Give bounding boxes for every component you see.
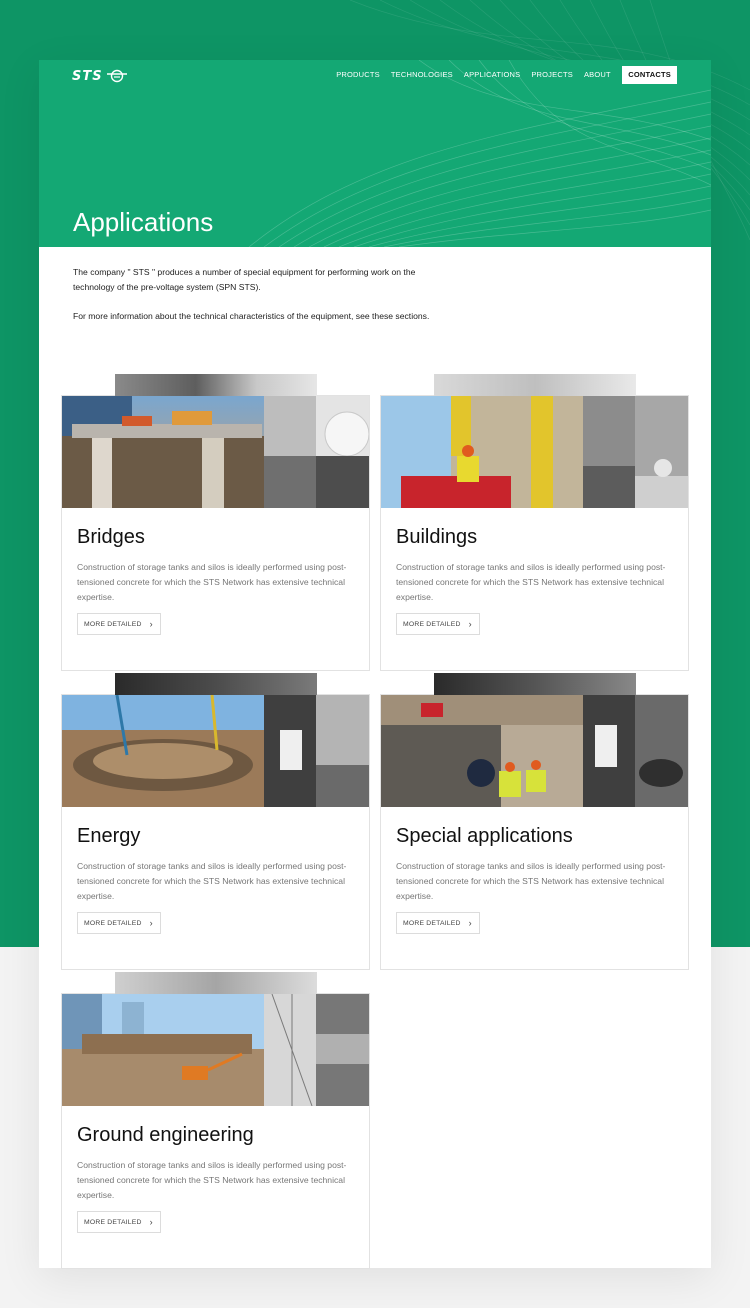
card-title: Special applications bbox=[396, 825, 573, 847]
more-detailed-label: MORE DETAILED bbox=[403, 620, 461, 628]
more-detailed-button[interactable] bbox=[396, 613, 480, 635]
card-photo-buildings bbox=[381, 396, 688, 508]
card-photo-ground-engineering bbox=[62, 994, 369, 1106]
card-description: Construction of storage tanks and silos is ideally performed using post-tensioned concrete for which the STS Network has extensive technical expertise. bbox=[396, 861, 666, 901]
hero-banner bbox=[39, 60, 711, 247]
more-detailed-label: MORE DETAILED bbox=[84, 1218, 142, 1226]
card-photo-strip bbox=[115, 972, 317, 994]
card-title: Ground engineering bbox=[77, 1124, 254, 1146]
logo[interactable] bbox=[72, 68, 127, 84]
chevron-right-icon: › bbox=[149, 619, 153, 629]
card-photo-special-applications bbox=[381, 695, 688, 807]
more-detailed-label: MORE DETAILED bbox=[84, 919, 142, 927]
page-title: Applications bbox=[73, 207, 214, 237]
nav-about[interactable]: ABOUT bbox=[583, 70, 611, 79]
more-detailed-label: MORE DETAILED bbox=[84, 620, 142, 628]
more-detailed-label: MORE DETAILED bbox=[403, 919, 461, 927]
card-title: Bridges bbox=[77, 526, 145, 548]
nav-projects[interactable]: PROJECTS bbox=[531, 70, 573, 79]
main-nav bbox=[331, 66, 677, 84]
nav-technologies[interactable]: TECHNOLOGIES bbox=[390, 70, 453, 79]
chevron-right-icon: › bbox=[149, 918, 153, 928]
card-photo-strip bbox=[434, 673, 636, 695]
chevron-right-icon: › bbox=[149, 1217, 153, 1227]
more-detailed-button[interactable] bbox=[77, 613, 161, 635]
card-title: Buildings bbox=[396, 526, 478, 548]
intro-text bbox=[73, 265, 433, 324]
card-buildings bbox=[380, 395, 689, 671]
card-description: Construction of storage tanks and silos is ideally performed using post-tensioned concrete for which the STS Network has extensive technical expertise. bbox=[396, 562, 666, 602]
nav-contacts-button[interactable]: CONTACTS bbox=[622, 66, 677, 84]
more-detailed-button[interactable] bbox=[77, 1211, 161, 1233]
more-detailed-button[interactable] bbox=[77, 912, 161, 934]
card-bridges bbox=[61, 395, 370, 671]
nav-applications[interactable]: APPLICATIONS bbox=[463, 70, 521, 79]
card-photo-strip bbox=[434, 374, 636, 396]
card-photo-strip bbox=[115, 673, 317, 695]
card-description: Construction of storage tanks and silos is ideally performed using post-tensioned concrete for which the STS Network has extensive technical expertise. bbox=[77, 1160, 347, 1200]
card-description: Construction of storage tanks and silos is ideally performed using post-tensioned concrete for which the STS Network has extensive technical expertise. bbox=[77, 861, 347, 901]
card-ground-engineering bbox=[61, 993, 370, 1269]
card-photo-bridges bbox=[62, 396, 369, 508]
card-photo-strip bbox=[115, 374, 317, 396]
nav-products[interactable]: PRODUCTS bbox=[336, 70, 380, 79]
card-photo-energy bbox=[62, 695, 369, 807]
card-description: Construction of storage tanks and silos is ideally performed using post-tensioned concrete for which the STS Network has extensive technical expertise. bbox=[77, 562, 347, 602]
card-special-applications bbox=[380, 694, 689, 970]
page-container bbox=[39, 60, 711, 1268]
chevron-right-icon: › bbox=[468, 918, 472, 928]
more-detailed-button[interactable] bbox=[396, 912, 480, 934]
logo-text: STS bbox=[72, 68, 103, 84]
logo-emblem-icon bbox=[107, 69, 127, 83]
intro-paragraph-1: The company " STS " produces a number of special equipment for performing work on the technology of the pre-voltage system (SPN STS). bbox=[73, 267, 416, 292]
card-title: Energy bbox=[77, 825, 141, 847]
chevron-right-icon: › bbox=[468, 619, 472, 629]
card-energy bbox=[61, 694, 370, 970]
intro-paragraph-2: For more information about the technical characteristics of the equipment, see these sections. bbox=[73, 311, 430, 321]
